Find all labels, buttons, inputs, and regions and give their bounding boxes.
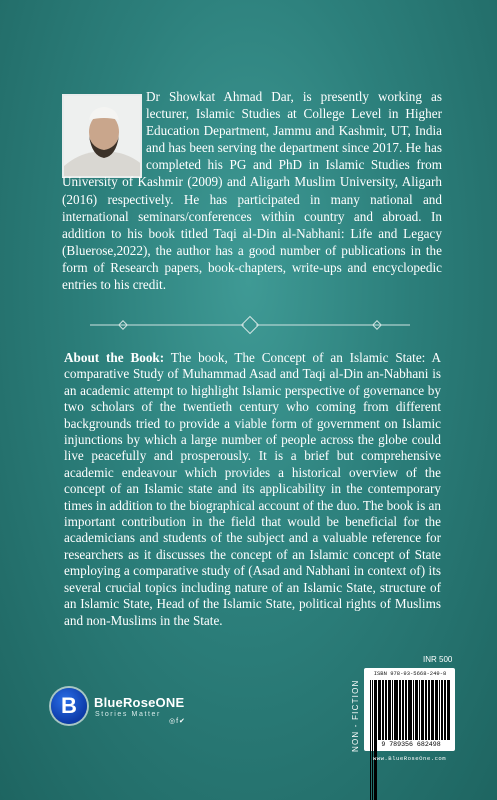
publisher-logo xyxy=(48,686,268,732)
genre-text: NON - FICTION xyxy=(351,679,360,752)
barcode-bar xyxy=(416,680,418,740)
genre-label xyxy=(350,666,360,752)
barcode-bar xyxy=(409,680,412,740)
ornamental-divider xyxy=(90,315,410,335)
barcode-bar xyxy=(376,680,377,740)
logo-letter: B xyxy=(61,693,77,718)
author-bio: Dr Showkat Ahmad Dar, is presently working as lecturer, Islamic Studies at College Level in Higher Education Department, Jammu and Kashmir, UT, India and has been serving the department since 2017. He has completed his PG and PhD in Islamic Studies from University of Kashmir (2009) and Aligarh Muslim University, Aligarh (2016) respectively. He has participated in many national and international seminars/conferences within country and abroad. In addition to his book titled Taqi al-Din al-Nabhani: Life and Legacy (Bluerose,2022), the author has a good number of publications in the form of Research papers, book-chapters, write-ups and encyclopedic entries to his credit. xyxy=(62,89,442,293)
barcode xyxy=(370,680,450,740)
barcode-bar xyxy=(436,680,438,740)
social-icons: ◎f✔ xyxy=(169,718,186,725)
barcode-bar xyxy=(390,680,391,740)
barcode-bar xyxy=(370,740,371,800)
barcode-bar xyxy=(376,740,377,800)
publisher-website: www.BlueRoseOne.com xyxy=(372,755,447,762)
barcode-bar xyxy=(422,680,424,740)
barcode-bar xyxy=(429,680,430,740)
price: INR 500 xyxy=(423,655,453,664)
isbn-label: ISBN 978-93-5668-249-8 xyxy=(373,670,447,677)
publisher-name: BlueRoseONE xyxy=(94,695,185,710)
about-heading: About the Book: xyxy=(64,350,165,365)
barcode-bar xyxy=(383,680,384,740)
about-the-book xyxy=(64,350,441,629)
barcode-digits: 9 789356 682498 xyxy=(381,741,441,748)
barcode-bar xyxy=(370,680,371,740)
barcode-bar xyxy=(447,680,450,740)
about-text: The book, The Concept of an Islamic State: A comparative Study of Muhammad Asad and Taqi al-Din an-Nabhani is an academic attempt to highlight Islamic perspective of governance by two scholars of the twentieth century who coming from different backgrounds tried to provide a viable form of government on Islamic injunctions by which a large number of people across the globe could live peacefully and prosperously. It is a brief but comprehensive academic endeavour which provides a historical overview of the concept of an Islamic state and its applicability in the contemporary times in addition to the biographical account of the duo. The book is an important contribution in the field that would be beneficial for the academicians and students of the subject and a valuable reference for researchers as it discusses the concept of an Islamic concept of State employing a comparative study of (Asad and Nabhani in context of) its several crucial topics including nature of an Islamic State, structure of an Islamic State, Head of the Islamic State, political rights of Muslims and non-Muslims in the State. xyxy=(64,350,441,628)
barcode-bar xyxy=(442,680,443,740)
barcode-bar xyxy=(397,680,398,740)
publisher-tagline: Stories Matter xyxy=(95,711,161,718)
barcode-bar xyxy=(403,680,404,740)
